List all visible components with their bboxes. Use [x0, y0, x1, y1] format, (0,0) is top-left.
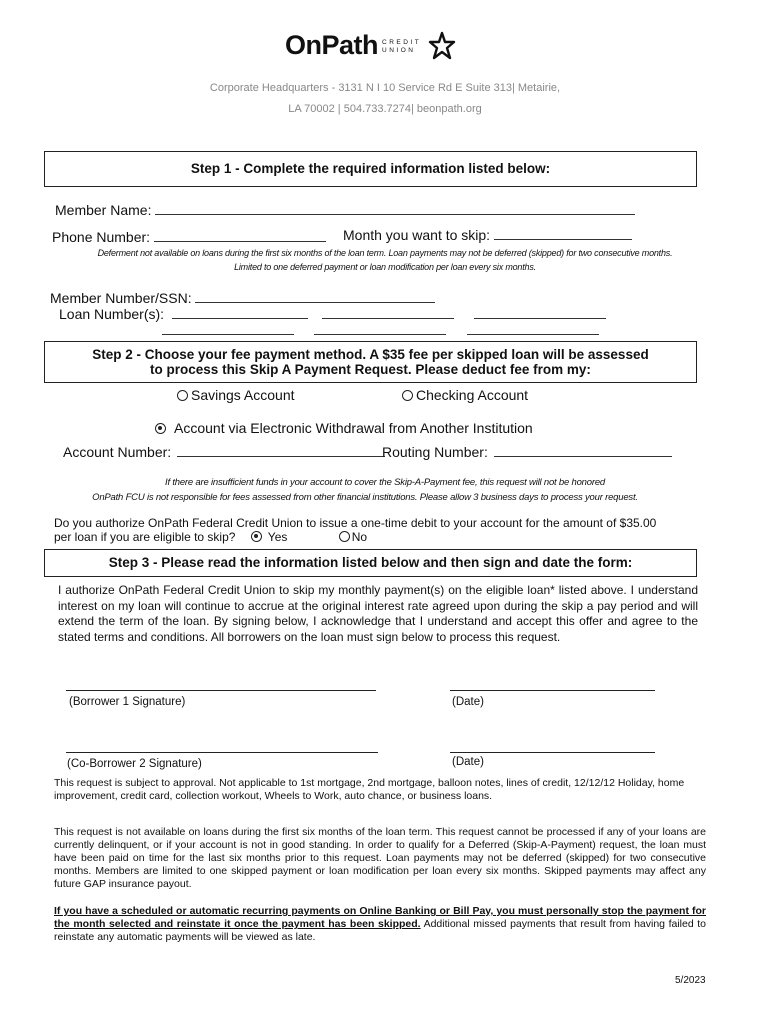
month-skip-label: Month you want to skip:: [343, 227, 491, 243]
logo-subtext: [382, 39, 421, 55]
routing-number-row: [382, 442, 672, 460]
logo-wordmark: OnPath: [285, 29, 379, 60]
availability-note: This request is not available on loans during the first six months of the loan term. This request cannot be processed if any of your loans are currently delinquent, or if your account is not in good standing. In order to qualify for a Deferred (Skip-A-Payment) request, the loan must have been paid on time for the last six months prior to this request. Loan payments may not be deferred (skipped) for two consecutive months. Members are limited to one skipped payment or loan modification per loan every six months. Skipped payments may affect any future GAP insurance payout.: [54, 826, 706, 890]
logo-sub-credit: CREDIT: [382, 39, 422, 46]
step1-title: Step 1 - Complete the required information listed below:: [190, 161, 551, 176]
phone-number-row: [52, 227, 326, 245]
funds-note-1: If there are insufficient funds in your account to cover the Skip-A-Payment fee, this request will not be honored: [165, 477, 605, 488]
loan-number-field-2[interactable]: [322, 304, 454, 319]
step3-title: Step 3 - Please read the information listed below and then sign and date the form:: [108, 555, 633, 570]
phone-number-field[interactable]: [154, 227, 326, 242]
loan-numbers-row-2: [162, 320, 599, 340]
step2-box: [44, 341, 697, 383]
electronic-radio[interactable]: [155, 423, 166, 434]
date2-line[interactable]: [450, 752, 655, 753]
no-label: No: [351, 530, 368, 544]
electronic-option[interactable]: [155, 420, 533, 436]
coborrower-signature-line[interactable]: [66, 752, 378, 753]
funds-note-2: OnPath FCU is not responsible for fees assessed from other financial institutions. Please allow 3 business days to process your request.: [92, 492, 638, 503]
date2-label: (Date): [452, 756, 484, 768]
member-number-field[interactable]: [195, 288, 435, 303]
step1-box: [44, 151, 697, 187]
step2-title-line-2: to process this Skip A Payment Request. Please deduct fee from my:: [150, 362, 591, 377]
checking-radio[interactable]: [402, 390, 413, 401]
loan-number-field-4[interactable]: [162, 320, 294, 335]
authorize-line-2: per loan if you are eligible to skip?: [54, 530, 236, 544]
member-name-label: Member Name:: [55, 202, 152, 218]
month-skip-row: [343, 225, 632, 243]
routing-number-field[interactable]: [494, 442, 672, 457]
date1-line[interactable]: [450, 690, 655, 691]
electronic-label: Account via Electronic Withdrawal from Another Institution: [174, 420, 533, 436]
logo-star-icon: [427, 31, 457, 61]
checking-label: Checking Account: [416, 387, 529, 403]
account-number-field[interactable]: [177, 442, 385, 457]
authorize-line-1: Do you authorize OnPath Federal Credit Union to issue a one-time debit to your account for the amount of $35.00: [54, 516, 657, 530]
borrower1-signature-label: (Borrower 1 Signature): [69, 696, 186, 708]
savings-label: Savings Account: [191, 387, 295, 403]
approval-note: This request is subject to approval. Not applicable to 1st mortgage, 2nd mortgage, balloon notes, lines of credit, 12/12/12 Holiday, home improvement, credit card, collection workout, Wheels to Work, auto chance, or business loans.: [54, 777, 685, 802]
account-number-row: [63, 442, 385, 460]
no-radio[interactable]: [339, 531, 350, 542]
authorize-line-2-row: [54, 530, 367, 546]
warning-rest-text: Additional missed payments that result from having failed to reinstate any automatic payments will be viewed as late.: [54, 918, 707, 943]
account-number-label: Account Number:: [63, 444, 172, 460]
borrower1-signature-line[interactable]: [66, 690, 376, 691]
yes-radio[interactable]: [251, 531, 262, 542]
deferment-note-2: Limited to one deferred payment or loan modification per loan every six months.: [234, 262, 536, 272]
loan-numbers-label: Loan Number(s):: [59, 306, 165, 322]
onpath-logo: [285, 28, 457, 62]
deferment-note-1: Deferment not available on loans during the first six months of the loan term. Loan payments may not be deferred (skipped) for two consecutive months.: [97, 248, 673, 258]
yes-option[interactable]: [251, 530, 288, 544]
month-skip-field[interactable]: [494, 225, 632, 240]
loan-number-field-6[interactable]: [467, 320, 599, 335]
step3-box: [44, 549, 697, 577]
step2-title-line-1: Step 2 - Choose your fee payment method. A $35 fee per skipped loan will be assessed: [92, 347, 649, 362]
yes-label: Yes: [267, 530, 288, 544]
hq-address-line-1: Corporate Headquarters - 3131 N I 10 Service Rd E Suite 313| Metairie,: [209, 82, 561, 94]
authorization-paragraph: I authorize OnPath Federal Credit Union to skip my monthly payment(s) on the eligible loan* listed above. I understand interest on my loan will continue to accrue at the original interest rate agreed upon during the skip a pay period and will extend the term of the loan. By signing below, I acknowledge that I understand and accept this offer and agree to the stated terms and conditions. All borrowers on the loan must sign below to process this request.: [58, 583, 698, 644]
routing-number-label: Routing Number:: [382, 444, 488, 460]
hq-address-line-2: LA 70002 | 504.733.7274| beonpath.org: [288, 103, 482, 115]
member-name-field[interactable]: [155, 200, 635, 215]
warning-bold-text: If you have a scheduled or automatic recurring payments on Online Banking or Bill Pay, you must personally stop the payment for the month selected and reinstate it once the payment has been skipped.: [54, 905, 706, 930]
loan-number-field-5[interactable]: [314, 320, 446, 335]
no-option[interactable]: [339, 530, 367, 544]
date1-label: (Date): [452, 696, 484, 708]
phone-number-label: Phone Number:: [52, 229, 151, 245]
member-name-row: [55, 200, 635, 218]
checking-option[interactable]: [402, 387, 528, 403]
loan-number-field-1[interactable]: [172, 304, 308, 319]
recurring-payment-warning: [54, 905, 706, 944]
savings-option[interactable]: [177, 387, 295, 403]
savings-radio[interactable]: [177, 390, 188, 401]
member-number-label: Member Number/SSN:: [50, 290, 192, 306]
form-version: 5/2023: [675, 975, 706, 986]
logo-sub-union: UNION: [382, 47, 416, 54]
coborrower-signature-label: (Co-Borrower 2 Signature): [67, 758, 202, 770]
loan-number-field-3[interactable]: [474, 304, 606, 319]
